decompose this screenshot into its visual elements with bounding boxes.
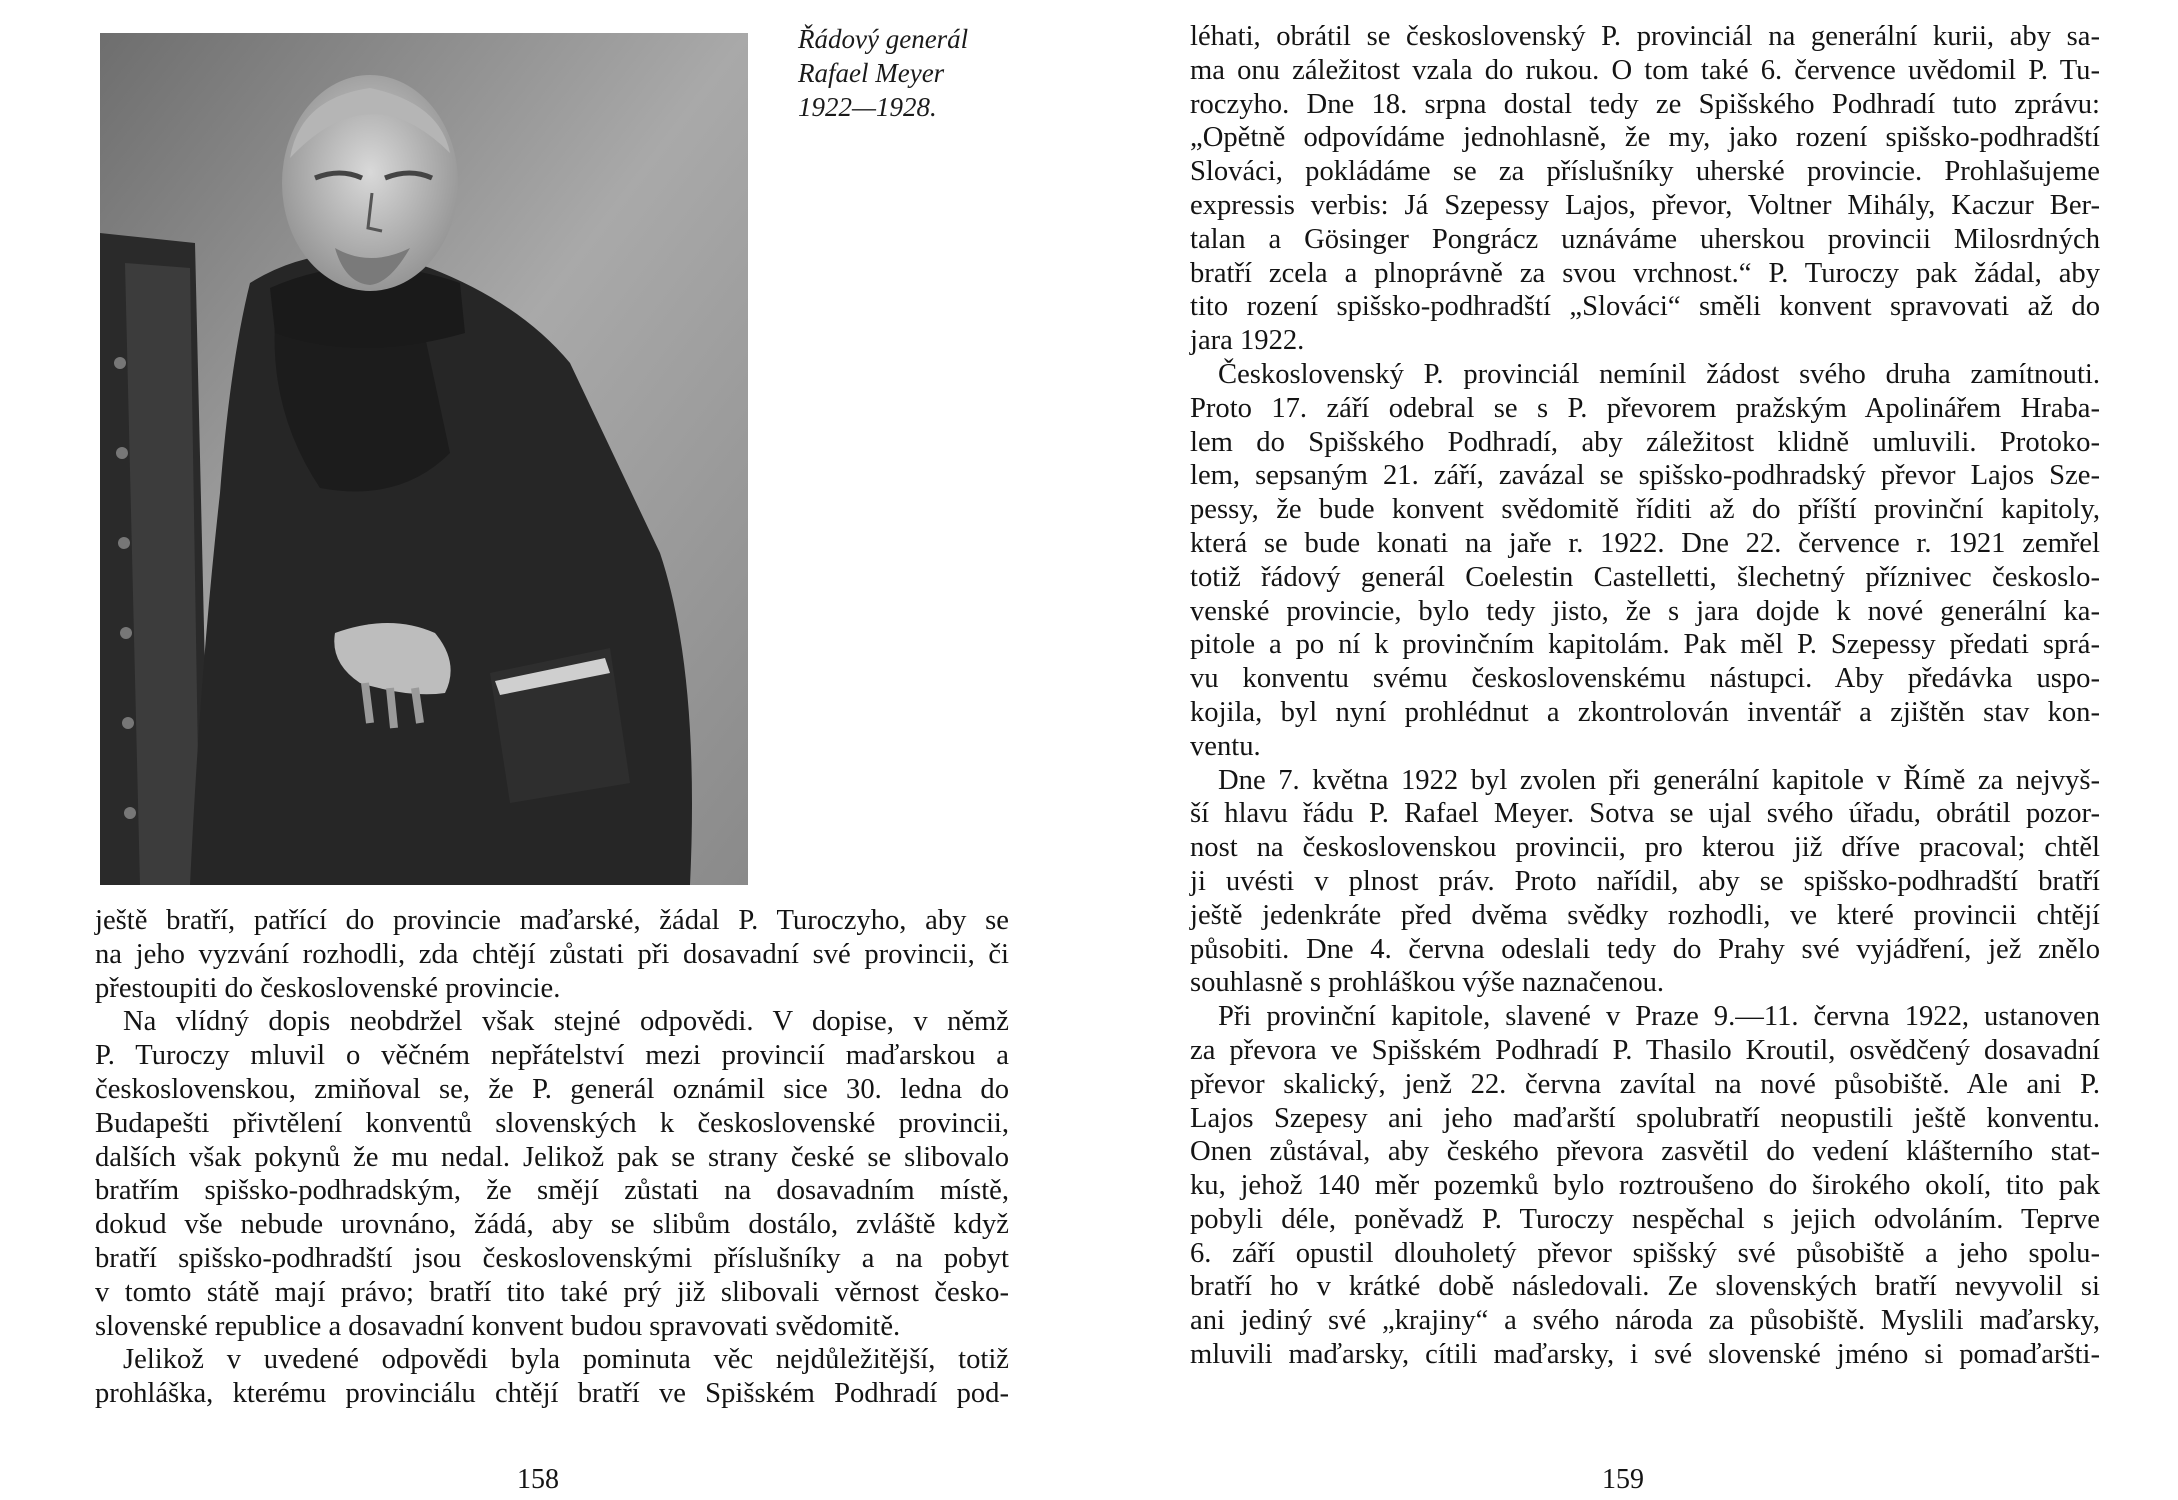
text-line: v tomto státě mají právo; bratří tito také prý již slibovali věrnost česko- (95, 1276, 1009, 1308)
text-line: ještě jedenkráte před dvěma svědky rozhodli, ve které provincii chtějí (1190, 899, 2100, 931)
page-number: 159 (1602, 1464, 1644, 1495)
left-page-body-text (95, 904, 1009, 1411)
text-line: působiti. Dne 4. června odeslali tedy do Prahy své vyjádření, jež znělo (1190, 933, 2100, 965)
caption-line: Rafael Meyer (798, 58, 945, 88)
text-line: bratří ho v krátké době následovali. Ze slovenských bratří nevyvolil si (1190, 1271, 2100, 1303)
text-line: Československý P. provinciál nemínil žádost svého druha zamítnouti. (1218, 358, 2100, 390)
text-line: Jelikož v uvedené odpovědi byla pominuta věc nejdůležitější, totiž (123, 1344, 1009, 1376)
text-line: ještě bratří, patřící do provincie maďarské, žádal P. Turoczyho, aby se (95, 905, 1009, 936)
text-line: P. Turoczy mluvil o věčném nepřátelství mezi provincií maďarskou a (95, 1040, 1009, 1072)
text-line: expressis verbis: Já Szepessy Lajos, převor, Voltner Mihály, Kaczur Ber- (1190, 189, 2100, 221)
text-line: ma onu záležitost vzala do rukou. O tom také 6. července uvědomil P. Tu- (1190, 54, 2100, 86)
text-line: Budapešti přivtělení konventů slovenských k československé provincii, (95, 1107, 1009, 1139)
page-number: 158 (517, 1464, 559, 1495)
portrait-photo (100, 33, 748, 885)
text-line: Slováci, pokládáme se za příslušníky uherské provincie. Prohlašujeme (1190, 156, 2100, 188)
text-line: venské provincie, bylo tedy jisto, že s jara dojde k nové generální ka- (1190, 595, 2100, 627)
text-line: na jeho vyzvání rozhodli, zda chtějí zůstati při dosavadní své provincii, či (95, 938, 1009, 970)
right-page (1089, 0, 2178, 1500)
text-line: Onen zůstával, aby českého převora zasvětil do vedení klášterního stat- (1190, 1136, 2100, 1168)
text-line: pobyli déle, poněvadž P. Turoczy nespěchal s jejich odvoláním. Teprve (1190, 1203, 2100, 1235)
text-line: převor skalický, jenž 22. června zavítal na nové působiště. Ale ani P. (1190, 1068, 2100, 1100)
text-line: pitole a po ní k provinčním kapitolám. Pak měl P. Szepessy předati sprá- (1190, 629, 2100, 661)
text-line: ani jediný své „krajiny“ a svého národa za působiště. Myslili maďarsky, (1190, 1305, 2100, 1337)
text-line: roczyho. Dne 18. srpna dostal tedy ze Spišského Podhradí tuto zprávu: (1190, 88, 2100, 120)
text-line: léhati, obrátil se československý P. provinciál na generální kurii, aby sa- (1190, 21, 2100, 52)
text-line: 6. září opustil dlouholetý převor spišský své působiště a jeho spolu- (1190, 1237, 2100, 1269)
text-line: totiž řádový generál Coelestin Castelletti, šlechetný příznivec českoslo- (1190, 561, 2100, 593)
text-line: ji uvésti v plnost práv. Proto nařídil, aby se spišsko-podhradští bratří (1190, 865, 2100, 897)
text-line: mluvili maďarsky, cítili maďarsky, i své slovenské jméno si pomaďaršti- (1190, 1339, 2100, 1371)
photo-caption (798, 22, 1058, 124)
text-line: dalších však pokynů že mu nedal. Jelikož pak se strany české se slibovalo (95, 1141, 1009, 1173)
text-line: talan a Gösinger Pongrácz uznáváme uherskou provincii Milosrdných (1190, 223, 2100, 255)
text-line: ku, jehož 140 měr pozemků bylo roztroušeno do širokého okolí, tito pak (1190, 1170, 2100, 1202)
text-line: přestoupiti do československé provincie. (95, 972, 561, 1004)
text-line: ší hlavu řádu P. Rafael Meyer. Sotva se ujal svého úřadu, obrátil pozor- (1190, 798, 2100, 830)
text-line: Lajos Szepesy ani jeho maďarští spolubratří neopustili ještě konventu. (1190, 1102, 2100, 1134)
text-line: jara 1922. (1190, 325, 1305, 357)
text-line: dokud vše nebude urovnáno, žádá, aby se slibům dostálo, zvláště když (95, 1209, 1009, 1241)
text-line: prohláška, kterému provinciálu chtějí bratří ve Spišském Podhradí pod- (95, 1378, 1009, 1410)
text-line: ventu. (1190, 730, 1261, 762)
text-line: Na vlídný dopis neobdržel však stejné odpovědi. V dopise, v němž (123, 1006, 1009, 1038)
text-line: Proto 17. září odebral se s P. převorem pražským Apolinářem Hraba- (1190, 392, 2100, 424)
text-line: lem, sepsaným 21. září, zavázal se spišsko-podhradský převor Lajos Sze- (1190, 460, 2100, 492)
text-line: kojila, byl nyní prohlédnut a zkontrolován inventář a zjištěn stav kon- (1190, 696, 2100, 728)
text-line: souhlasně s prohláškou výše naznačenou. (1190, 967, 1665, 999)
text-line: pessy, že bude konvent svědomitě říditi až do příští provinční kapitoly, (1190, 494, 2100, 526)
text-line: která se bude konati na jaře r. 1922. Dne 22. července r. 1921 zemřel (1190, 527, 2100, 559)
text-line: vu konventu svému československému nástupci. Aby předávka uspo- (1190, 663, 2100, 695)
text-line: nost na československou provincii, pro kterou již dříve pracoval; chtěl (1190, 832, 2100, 864)
caption-line: 1922—1928. (798, 92, 937, 122)
portrait-illustration (100, 33, 748, 885)
text-line: za převora ve Spišském Podhradí P. Thasilo Kroutil, osvědčený dosavadní (1190, 1034, 2100, 1066)
text-line: Dne 7. května 1922 byl zvolen při generální kapitole v Římě za nejvyš- (1218, 764, 2100, 796)
text-line: „Opětně odpovídáme jednohlasně, že my, jako rození spišsko-podhradští (1190, 122, 2100, 154)
text-line: Při provinční kapitole, slavené v Praze 9.—11. června 1922, ustanoven (1218, 1001, 2100, 1033)
caption-line: Řádový generál (798, 24, 969, 54)
text-line: slovenské republice a dosavadní konvent budou spravovati svědomitě. (95, 1310, 901, 1342)
text-line: bratří spišsko-podhradští jsou československými příslušníky a na pobyt (95, 1242, 1009, 1274)
text-line: lem do Spišského Podhradí, aby záležitost klidně umluvili. Protoko- (1190, 426, 2100, 458)
text-line: bratřím spišsko-podhradským, že smějí zůstati na dosavadním místě, (95, 1175, 1009, 1207)
text-line: bratří zcela a plnoprávně za svou vrchnost.“ P. Turoczy pak žádal, aby (1190, 257, 2100, 289)
text-line: tito rození spišsko-podhradští „Slováci“ směli konvent spravovati až do (1190, 291, 2100, 323)
text-line: československou, zmiňoval se, že P. generál oznámil sice 30. ledna do (95, 1073, 1009, 1105)
right-page-body-text (1190, 20, 2100, 1372)
